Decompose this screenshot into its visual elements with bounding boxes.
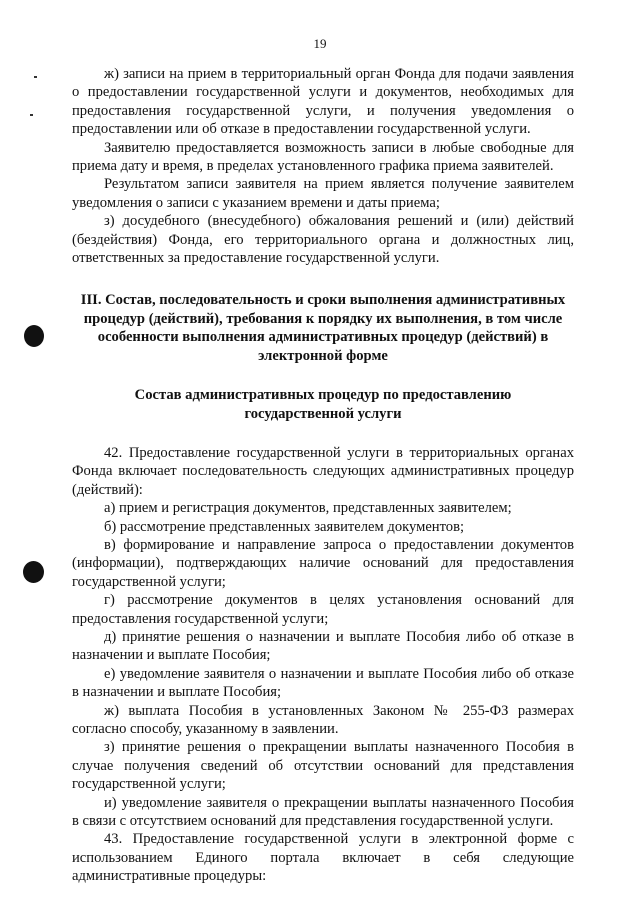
- page-number: 19: [313, 36, 327, 51]
- punch-hole-mark: [23, 561, 44, 583]
- paragraph: Заявителю предоставляется возможность записи в любые свободные для приема дату и время, в пределах установленного графика приема заявителей.: [72, 139, 574, 175]
- punch-hole-mark: [24, 325, 44, 347]
- list-item: и) уведомление заявителя о прекращении выплаты назначенного Пособия в связи с отсутствием оснований для представления государственной услуги.: [72, 794, 574, 830]
- paragraph: ж) записи на прием в территориальный орган Фонда для подачи заявления о предоставлении государственной услуги и документов, необходимых для предоставления государственной услуги, и получения уведомления о предоставлении или об отказе в предоставлении государственной услуги.: [72, 66, 574, 138]
- list-item: в) формирование и направление запроса о предоставлении документов (информации), подтверждающих наличие оснований для предоставления государственной услуги;: [72, 536, 574, 590]
- section-heading: III. Состав, последовательность и сроки выполнения административных процедур (действий), требования к порядку их выполнения, в том числе особенности выполнения административных процедур (действий) в электронной форме: [80, 292, 566, 364]
- list-item: б) рассмотрение представленных заявителем документов;: [104, 518, 465, 535]
- list-item: д) принятие решения о назначении и выплате Пособия либо об отказе в назначении и выплате Пособия;: [72, 628, 574, 664]
- list-item: а) прием и регистрация документов, представленных заявителем;: [104, 500, 512, 517]
- paragraph: 42. Предоставление государственной услуги в территориальных органах Фонда включает последовательность следующих административных процедур (действий):: [72, 444, 574, 498]
- document-body: [72, 65, 574, 886]
- paragraph: 43. Предоставление государственной услуги в электронной форме с использованием Единого портала включает в себя следующие административные процедуры:: [72, 831, 574, 885]
- margin-mark: [30, 114, 33, 116]
- list-item: г) рассмотрение документов в целях установления оснований для предоставления государственной услуги;: [72, 592, 574, 627]
- margin-mark: [34, 76, 37, 78]
- paragraph: Результатом записи заявителя на прием является получение заявителем уведомления о записи с указанием времени и даты приема;: [72, 176, 574, 211]
- list-item: ж) выплата Пособия в установленных Законом № 255-ФЗ размерах согласно способу, указанному в заявлении.: [72, 702, 574, 737]
- list-item: е) уведомление заявителя о назначении и выплате Пособия либо об отказе в назначении и выплате Пособия;: [72, 665, 574, 701]
- list-item: з) принятие решения о прекращении выплаты назначенного Пособия в случае получения сведений об отсутствии оснований для представления государственной услуги;: [72, 739, 574, 793]
- paragraph: з) досудебного (внесудебного) обжалования решений и (или) действий (бездействия) Фонда, его территориального органа и должностных лиц, ответственных за предоставление государственной услуги.: [72, 213, 574, 267]
- subheading: Состав административных процедур по предоставлению государственной услуги: [134, 387, 512, 422]
